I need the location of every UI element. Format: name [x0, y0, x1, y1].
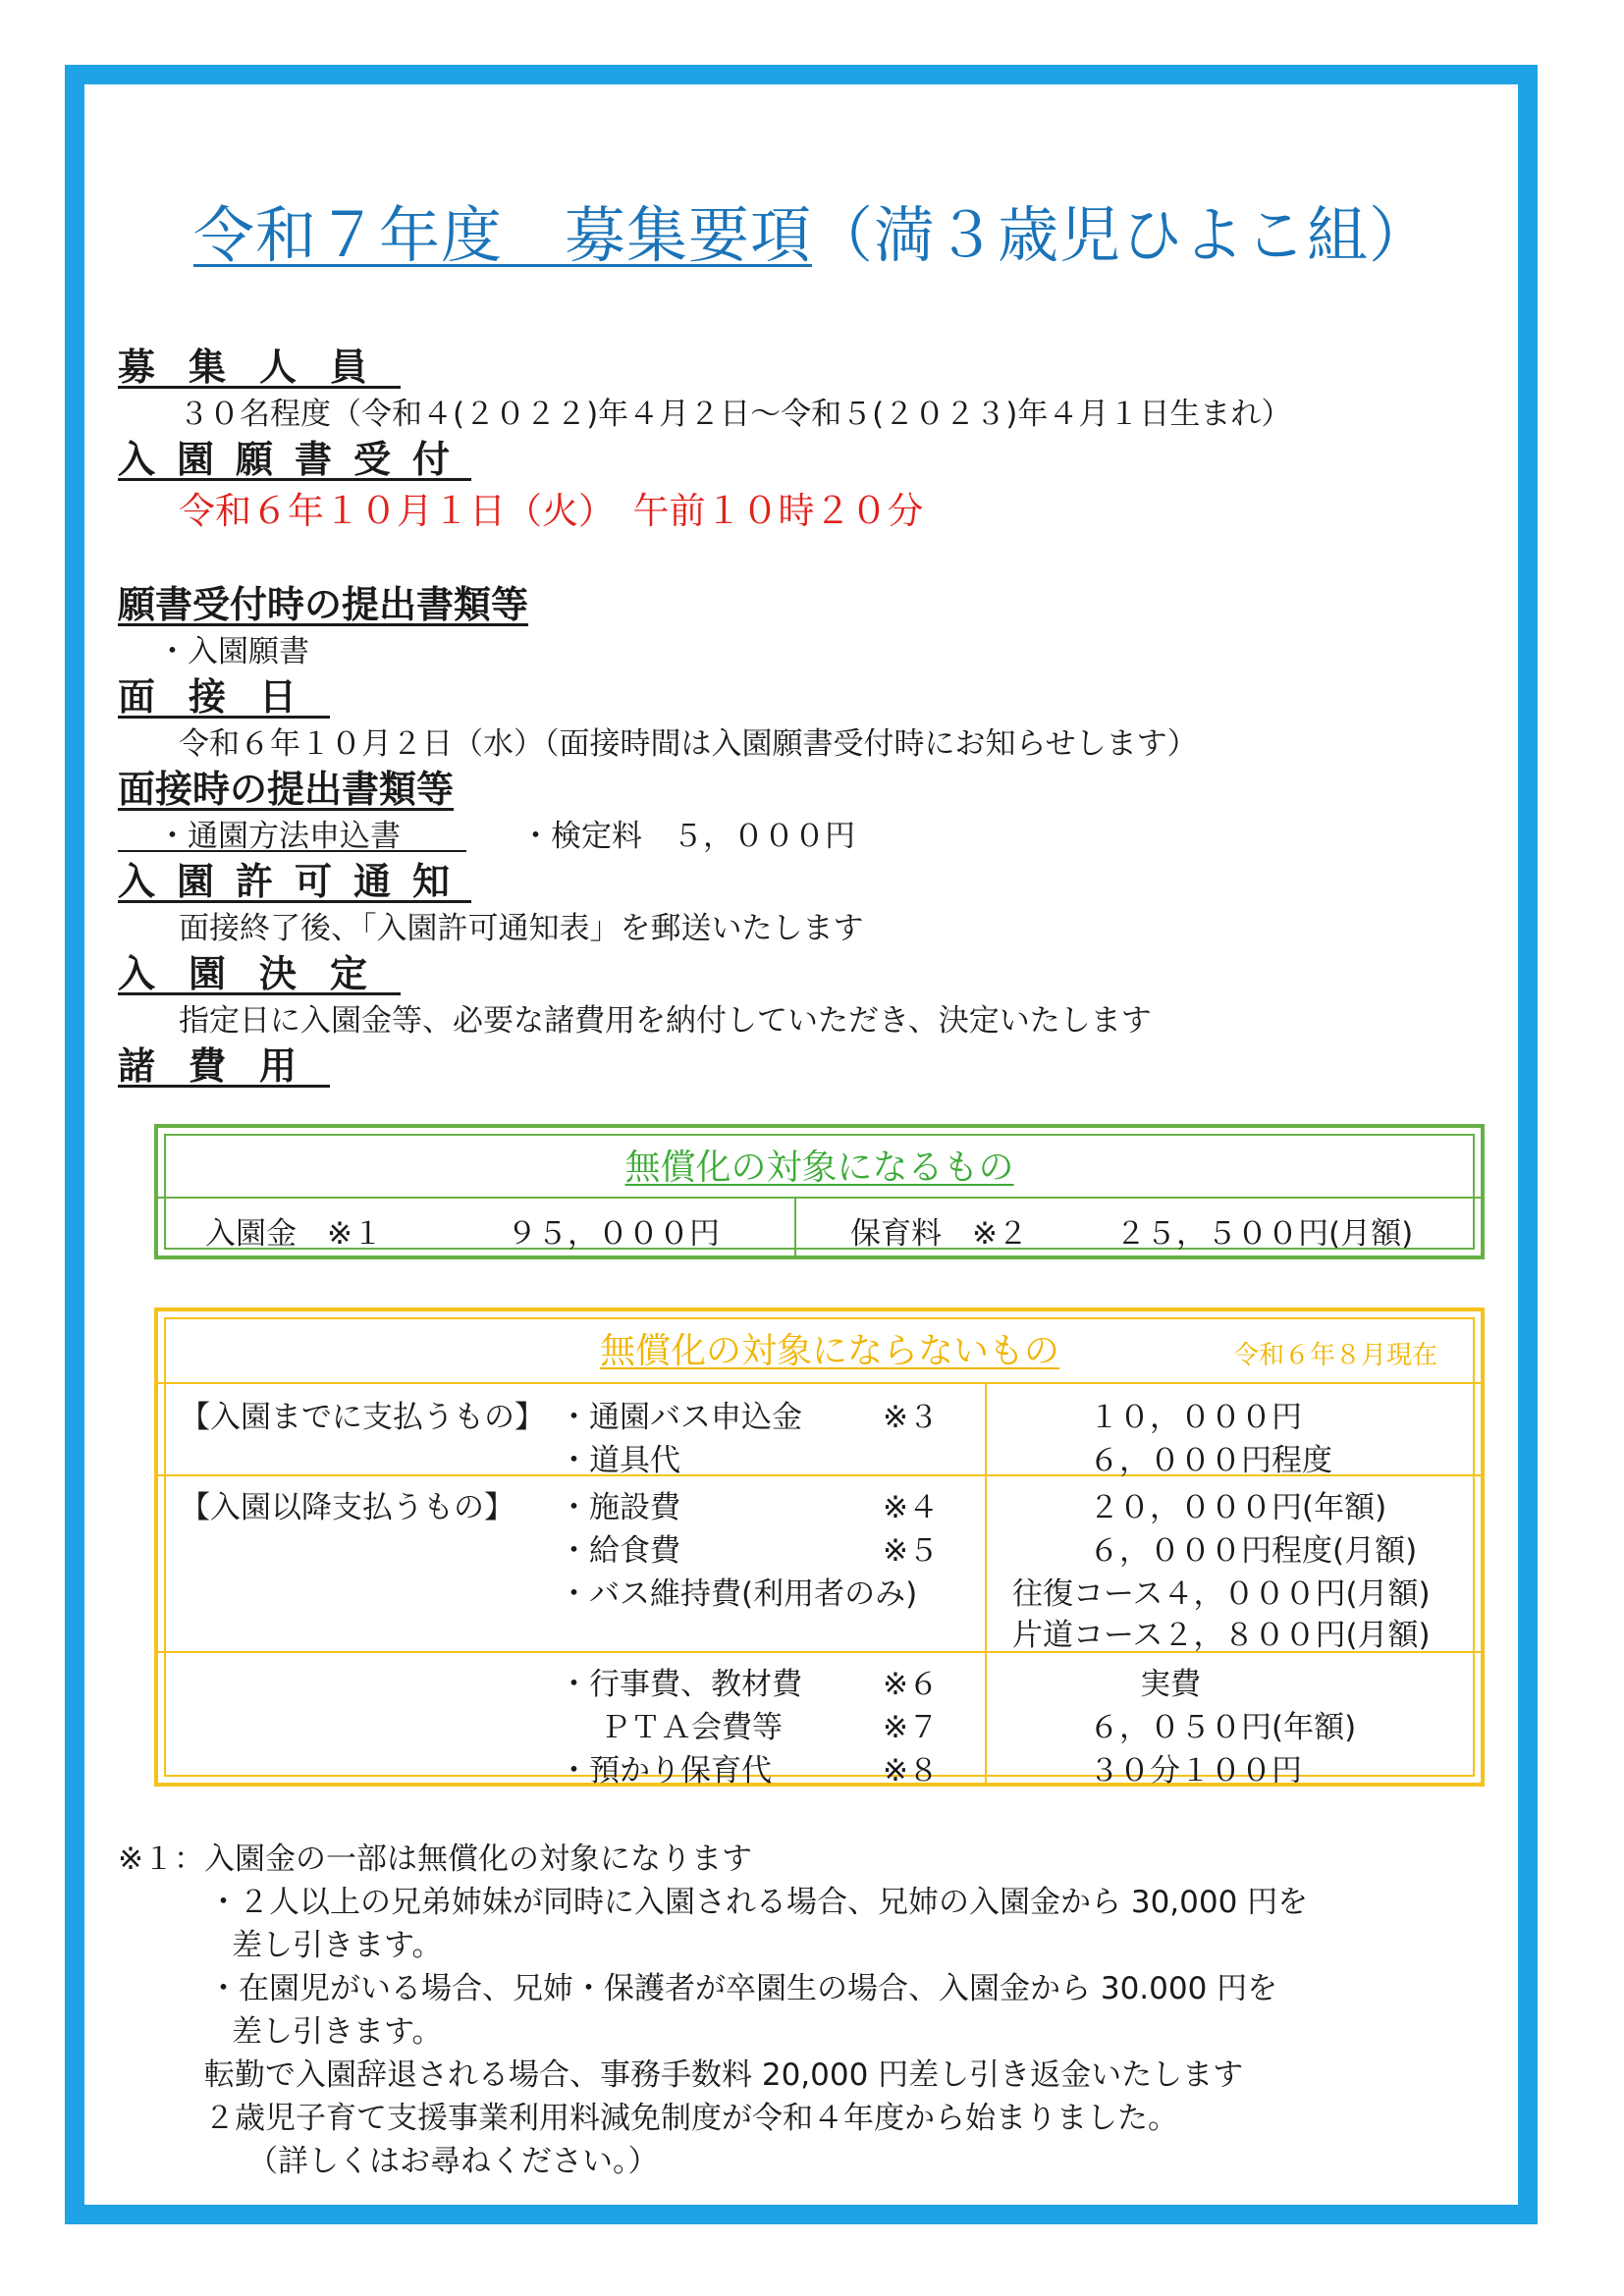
note-line: ・在園児がいる場合、兄姉・保護者が卒園生の場合、入園金から 30.000 円を: [208, 1971, 1278, 2006]
note-line: 差し引きます。: [232, 2014, 443, 2050]
free-left-label: 入園金 ※１: [205, 1216, 383, 1252]
free-fees-box: [154, 1124, 1485, 1259]
note-line: 差し引きます。: [232, 1928, 443, 1963]
permission-text: 面接終了後、「入園許可通知表」を郵送いたします: [179, 911, 864, 946]
row-mark: ※７: [883, 1710, 939, 1745]
app-docs-item: ・入園願書: [157, 634, 309, 669]
paid-fees-box: [154, 1308, 1485, 1787]
application-date: 令和６年１０月１日（火） 午前１０時２０分: [179, 490, 924, 532]
free-right-amount: ２５，５００円(月額): [1115, 1216, 1414, 1252]
free-right-label: 保育料 ※２: [850, 1216, 1028, 1252]
free-box-title: 無償化の対象になるもの: [624, 1148, 1014, 1188]
heading-permission: 入園許可通知: [118, 860, 472, 903]
interview-text: 令和６年１０月２日（水）（面接時間は入園願書受付時にお知らせします）: [179, 726, 1198, 762]
interview-docs-item1: ・通園方法申込書: [157, 819, 401, 854]
row-amount: 実費: [1140, 1667, 1201, 1702]
note-line: （詳しくはお尋ねください。）: [247, 2144, 659, 2179]
note-line: 転勤で入園辞退される場合、事務手数料 20,000 円差し引き返金いたします: [204, 2057, 1244, 2093]
group2-label: 【入園以降支払うもの】: [180, 1490, 514, 1525]
row-item: ・バス維持費(利用者のみ): [559, 1576, 918, 1612]
page-title: [0, 187, 1624, 274]
row-item: ・給食費: [559, 1533, 680, 1569]
row-amount: 往復コース４，０００円(月額): [1012, 1576, 1431, 1612]
row-mark: ※５: [883, 1533, 939, 1569]
row-amount: ６，０００円程度(月額): [1089, 1533, 1418, 1569]
interview-docs-item2: ・検定料 ５，０００円: [520, 819, 855, 854]
title-sub: （満３歳児ひよこ組）: [812, 199, 1432, 271]
row-item: ・行事費、教材費: [559, 1667, 802, 1702]
row-item: ・預かり保育代: [559, 1753, 772, 1789]
heading-interview: 面接日: [118, 675, 331, 719]
note-line: ※１：入園金の一部は無償化の対象になります: [118, 1842, 752, 1877]
heading-decision: 入園決定: [118, 952, 402, 995]
row-item: ・通園バス申込金: [559, 1400, 802, 1435]
decision-text: 指定日に入園金等、必要な諸費用を納付していただき、決定いたします: [179, 1003, 1152, 1039]
row-item: ・施設費: [559, 1490, 680, 1525]
heading-app-docs: 願書受付時の提出書類等: [118, 583, 529, 626]
recruit-text: ３０名程度（令和４(２０２２)年４月２日～令和５(２０２３)年４月１日生まれ）: [179, 397, 1292, 432]
heading-application: 入園願書受付: [118, 438, 472, 481]
paid-box-title: 無償化の対象にならないもの: [600, 1331, 1060, 1371]
row-mark: ※８: [883, 1753, 939, 1789]
row-mark: ※６: [883, 1667, 939, 1702]
note-line: ２歳児子育て支援事業利用料減免制度が令和４年度から始まりました。: [204, 2101, 1178, 2136]
row-amount: 片道コース２，８００円(月額): [1012, 1618, 1431, 1653]
heading-fees: 諸費用: [118, 1044, 331, 1088]
row-item: ・道具代: [559, 1443, 680, 1478]
row-amount: ６，０５０円(年額): [1089, 1710, 1357, 1745]
title-main: 令和７年度 募集要項: [192, 199, 812, 271]
row-amount: ３０分１００円: [1089, 1753, 1302, 1789]
row-amount: ２０，０００円(年額): [1089, 1490, 1387, 1525]
note-line: ・２人以上の兄弟姉妹が同時に入園される場合、兄姉の入園金から 30,000 円を: [208, 1885, 1309, 1920]
row-amount: ６，０００円程度: [1089, 1443, 1332, 1478]
free-left-amount: ９５，０００円: [507, 1216, 720, 1252]
group1-label: 【入園までに支払うもの】: [180, 1400, 545, 1435]
row-item: ＰＴＡ会費等: [600, 1710, 783, 1745]
row-mark: ※４: [883, 1490, 939, 1525]
heading-recruit: 募集人員: [118, 346, 402, 389]
heading-interview-docs: 面接時の提出書類等: [118, 768, 455, 811]
row-amount: １０，０００円: [1089, 1400, 1302, 1435]
paid-box-date-note: 令和６年８月現在: [1233, 1341, 1438, 1370]
row-mark: ※３: [883, 1400, 939, 1435]
